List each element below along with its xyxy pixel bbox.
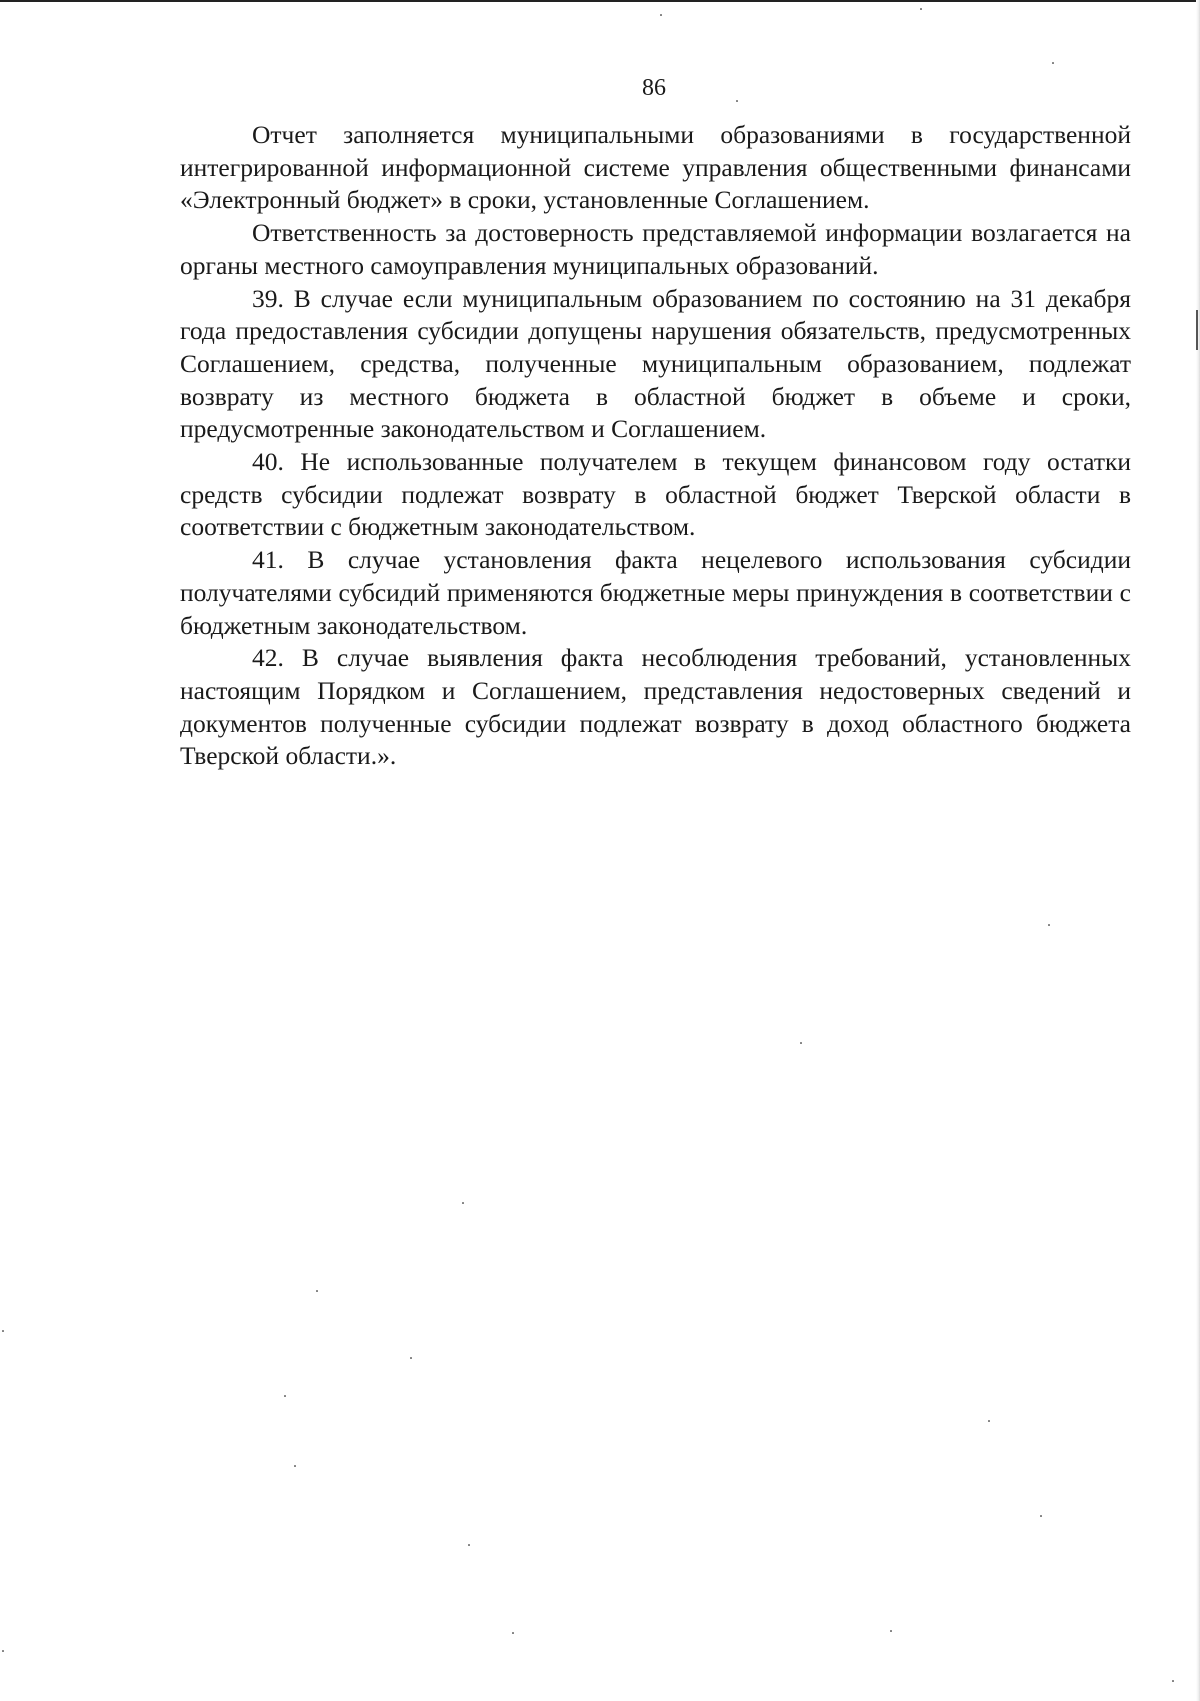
speck — [1048, 924, 1050, 926]
speck — [2, 1330, 4, 1332]
speck — [1052, 62, 1054, 64]
scan-right-edge — [1196, 0, 1200, 1701]
speck — [800, 1042, 802, 1044]
speck — [736, 100, 738, 102]
scan-edge-mark — [1196, 310, 1198, 350]
scan-top-edge — [0, 0, 1200, 2]
paragraph-41: 41. В случае установления факта нецелевого использования субсидии получателями субсидий применяются бюджетные меры принуждения в соответствии с бюджетным законодательством. — [180, 545, 1131, 640]
speck — [988, 1420, 990, 1422]
paragraph-39: 39. В случае если муниципальным образованием по состоянию на 31 декабря года предоставления субсидии допущены нарушения обязательств, предусмотренных Соглашением, средства, полученные муниципальным образованием, подлежат возврату из местного бюджета в областной бюджет в объеме и сроки, предусмотренные законодательством и Соглашением. — [180, 283, 1131, 444]
speck — [660, 14, 662, 16]
speck — [2, 1650, 4, 1652]
speck — [920, 8, 922, 10]
speck — [468, 1544, 470, 1546]
speck — [1040, 1515, 1042, 1517]
document-body — [180, 119, 1131, 773]
speck — [294, 1465, 296, 1467]
speck — [316, 1290, 318, 1292]
speck — [512, 1632, 514, 1634]
speck — [890, 1630, 892, 1632]
page-number: 86 — [642, 75, 666, 101]
speck — [462, 1202, 464, 1204]
paragraph-42: 42. В случае выявления факта несоблюдения требований, установленных настоящим Порядком и Соглашением, представления недостоверных сведений и документов полученные субсидии подлежат возврату в доход областного бюджета Тверской области.». — [180, 643, 1131, 771]
paragraph-responsibility: Ответственность за достоверность представляемой информации возлагается на органы местного самоуправления муниципальных образований. — [180, 218, 1131, 280]
paragraph-report-filling: Отчет заполняется муниципальными образованиями в государственной интегрированной информационной системе управления общественными финансами «Электронный бюджет» в сроки, установленные Соглашением. — [180, 120, 1131, 215]
paragraph-40: 40. Не использованные получателем в текущем финансовом году остатки средств субсидии подлежат возврату в областной бюджет Тверской области в соответствии с бюджетным законодательством. — [180, 447, 1131, 542]
speck — [410, 1357, 412, 1359]
speck — [1172, 1680, 1174, 1682]
speck — [284, 1395, 286, 1397]
